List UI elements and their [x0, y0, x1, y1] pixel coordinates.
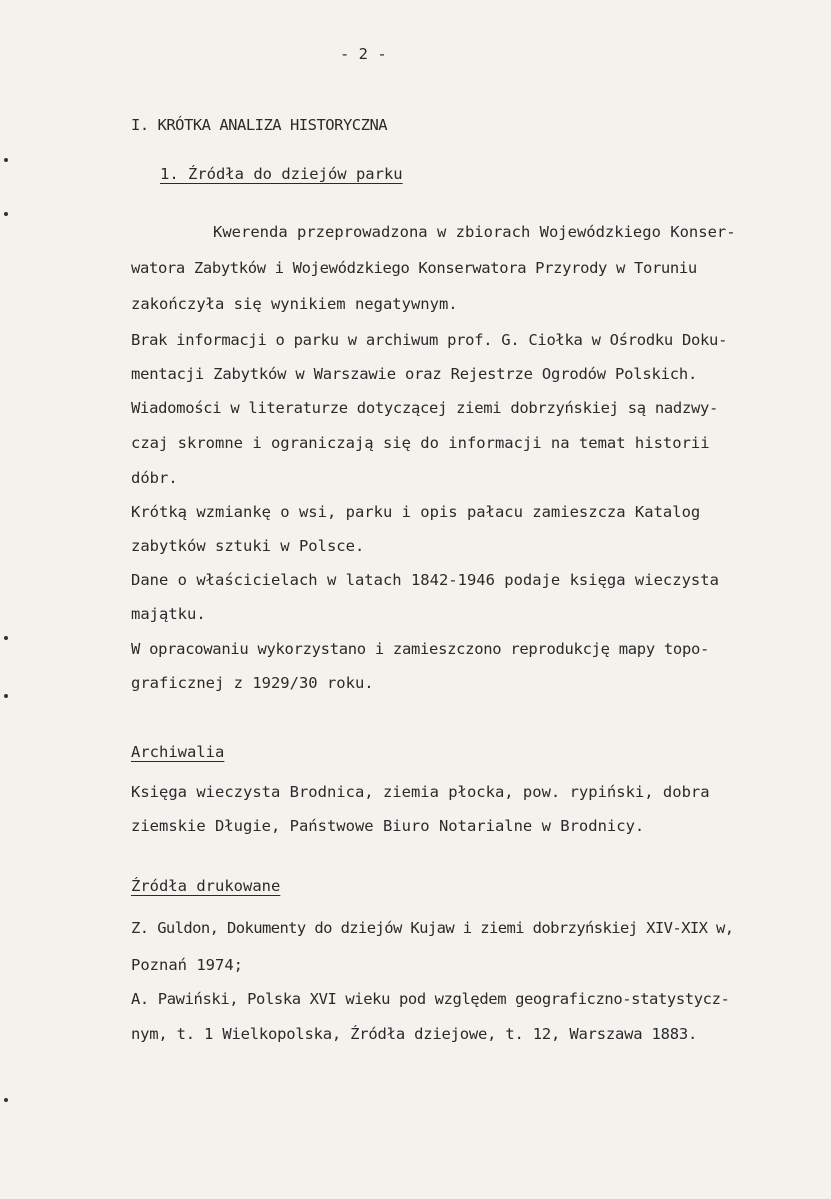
bibliography-line: nym, t. 1 Wielkopolska, Źródła dziejowe, t. 12, Warszawa 1883. — [131, 1025, 698, 1043]
margin-dot — [4, 158, 8, 162]
bibliography-line: A. Pawiński, Polska XVI wieku pod względem geograficzno-statystycz- — [131, 990, 730, 1008]
paragraph-line: Krótką wzmiankę o wsi, parku i opis pałacu zamieszcza Katalog — [131, 503, 701, 521]
archiwalia-heading: Archiwalia — [131, 743, 225, 761]
paragraph-line: watora Zabytków i Wojewódzkiego Konserwatora Przyrody w Toruniu — [131, 259, 697, 277]
section-heading: I. KRÓTKA ANALIZA HISTORYCZNA — [131, 116, 388, 134]
paragraph-line: Kwerenda przeprowadzona w zbiorach Wojewódzkiego Konser- — [213, 223, 736, 241]
bibliography-line: Z. Guldon, Dokumenty do dziejów Kujaw i ziemi dobrzyńskiej XIV-XIX w, — [131, 919, 734, 937]
paragraph-line: dóbr. — [131, 469, 178, 487]
paragraph-line: Dane o właścicielach w latach 1842-1946 podaje księga wieczysta — [131, 571, 719, 589]
margin-dot — [4, 1098, 8, 1102]
paragraph-line: W opracowaniu wykorzystano i zamieszczono reprodukcję mapy topo- — [131, 640, 710, 658]
subsection-heading: 1. Źródła do dziejów parku — [160, 165, 403, 183]
paragraph-line: mentacji Zabytków w Warszawie oraz Rejestrze Ogrodów Polskich. — [131, 365, 698, 383]
zrodla-drukowane-heading: Źródła drukowane — [131, 877, 281, 895]
archiwalia-line: ziemskie Długie, Państwowe Biuro Notarialne w Brodnicy. — [131, 817, 645, 835]
margin-dot — [4, 212, 8, 216]
archiwalia-line: Księga wieczysta Brodnica, ziemia płocka, pow. rypiński, dobra — [131, 783, 710, 801]
paragraph-line: zakończyła się wynikiem negatywnym. — [131, 295, 458, 313]
paragraph-line: czaj skromne i ograniczają się do informacji na temat historii — [131, 434, 710, 452]
bibliography-line: Poznań 1974; — [131, 956, 243, 974]
margin-dot — [4, 636, 8, 640]
paragraph-line: Brak informacji o parku w archiwum prof. G. Ciołka w Ośrodku Doku- — [131, 331, 728, 349]
paragraph-line: majątku. — [131, 605, 206, 623]
paragraph-line: zabytków sztuki w Polsce. — [131, 537, 365, 555]
margin-dot — [4, 694, 8, 698]
page-number: - 2 - — [340, 45, 387, 63]
paragraph-line: graficznej z 1929/30 roku. — [131, 674, 374, 692]
paragraph-line: Wiadomości w literaturze dotyczącej ziemi dobrzyńskiej są nadzwy- — [131, 399, 719, 417]
